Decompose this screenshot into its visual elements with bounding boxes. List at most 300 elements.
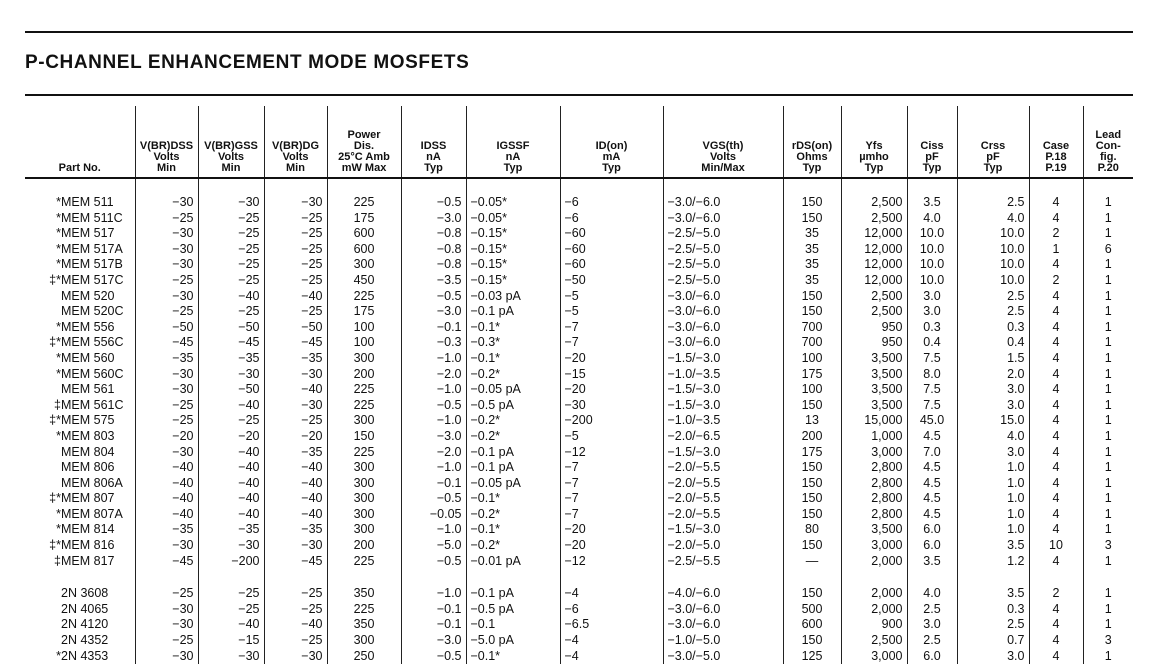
power-dissipation-cell: 300 (327, 257, 401, 273)
c-iss-cell: 3.5 (907, 554, 957, 570)
power-dissipation-cell: 225 (327, 178, 401, 211)
r-ds-on-cell: 600 (783, 617, 841, 633)
part-number: 2N 4352 (61, 633, 109, 648)
y-fs-cell: 12,000 (841, 226, 907, 242)
table-row (25, 617, 1133, 633)
v-br-dg-cell: −30 (264, 398, 327, 414)
table-row (25, 320, 1133, 336)
y-fs-cell: 3,000 (841, 538, 907, 554)
case-cell: 4 (1029, 398, 1083, 414)
v-br-dg-cell: −40 (264, 617, 327, 633)
c-iss-cell: 7.0 (907, 445, 957, 461)
power-dissipation-cell: 100 (327, 320, 401, 336)
mosfet-spec-table (25, 106, 1133, 664)
v-br-dg-cell: −25 (264, 304, 327, 320)
c-iss-cell: 2.5 (907, 602, 957, 618)
v-br-gss-cell: −45 (198, 335, 264, 351)
i-gssf-cell: −0.2* (466, 413, 560, 429)
v-br-dg-cell: −35 (264, 351, 327, 367)
part-number-cell (25, 569, 135, 602)
power-dissipation-cell: 175 (327, 304, 401, 320)
column-header-i-d-on: ID(on) mA Typ (560, 106, 663, 178)
i-dss-cell: −1.0 (401, 569, 466, 602)
i-gssf-cell: −0.5 pA (466, 602, 560, 618)
v-br-dss-cell: −50 (135, 320, 198, 336)
r-ds-on-cell: 175 (783, 445, 841, 461)
column-header-v-br-dss: V(BR)DSS Volts Min (135, 106, 198, 178)
footnote-mark: * (56, 210, 61, 225)
v-br-dg-cell: −50 (264, 320, 327, 336)
i-dss-cell: −1.0 (401, 382, 466, 398)
i-gssf-cell: −0.1* (466, 351, 560, 367)
table-row (25, 460, 1133, 476)
c-rss-cell: 2.5 (957, 304, 1029, 320)
table-row (25, 178, 1133, 211)
column-header-power-dissipation: Power Dis. 25°C Amb mW Max (327, 106, 401, 178)
table-row (25, 211, 1133, 227)
column-header-y-fs: Yfs µmho Typ (841, 106, 907, 178)
y-fs-cell: 950 (841, 320, 907, 336)
v-br-gss-cell: −200 (198, 554, 264, 570)
lead-config-cell: 1 (1083, 554, 1133, 570)
v-br-gss-cell: −25 (198, 569, 264, 602)
r-ds-on-cell: 150 (783, 633, 841, 649)
table-row (25, 367, 1133, 383)
top-rule (25, 31, 1133, 33)
column-header-i-dss: IDSS nA Typ (401, 106, 466, 178)
c-iss-cell: 7.5 (907, 398, 957, 414)
case-cell: 2 (1029, 569, 1083, 602)
c-iss-cell: 45.0 (907, 413, 957, 429)
i-dss-cell: −0.5 (401, 554, 466, 570)
i-dss-cell: −3.0 (401, 211, 466, 227)
i-gssf-cell: −0.5 pA (466, 398, 560, 414)
c-iss-cell: 3.5 (907, 178, 957, 211)
i-dss-cell: −1.0 (401, 351, 466, 367)
v-br-dss-cell: −40 (135, 507, 198, 523)
table-row (25, 257, 1133, 273)
i-d-on-cell: −7 (560, 335, 663, 351)
v-br-gss-cell: −40 (198, 289, 264, 305)
r-ds-on-cell: 150 (783, 460, 841, 476)
c-rss-cell: 3.5 (957, 569, 1029, 602)
c-rss-cell: 10.0 (957, 226, 1029, 242)
table-row (25, 273, 1133, 289)
v-br-dss-cell: −45 (135, 554, 198, 570)
lead-config-cell: 1 (1083, 178, 1133, 211)
i-gssf-cell: −0.1 pA (466, 569, 560, 602)
c-rss-cell: 10.0 (957, 273, 1029, 289)
v-br-gss-cell: −30 (198, 178, 264, 211)
lead-config-cell: 1 (1083, 569, 1133, 602)
y-fs-cell: 2,500 (841, 211, 907, 227)
v-br-dss-cell: −35 (135, 351, 198, 367)
i-d-on-cell: −6.5 (560, 617, 663, 633)
c-iss-cell: 10.0 (907, 242, 957, 258)
v-br-dss-cell: −30 (135, 242, 198, 258)
v-br-dss-cell: −25 (135, 304, 198, 320)
r-ds-on-cell: 80 (783, 522, 841, 538)
y-fs-cell: 2,500 (841, 289, 907, 305)
c-rss-cell: 2.5 (957, 617, 1029, 633)
i-d-on-cell: −20 (560, 351, 663, 367)
v-br-dg-cell: −25 (264, 633, 327, 649)
c-rss-cell: 3.5 (957, 538, 1029, 554)
lead-config-cell: 3 (1083, 538, 1133, 554)
v-gs-th-cell: −2.5/−5.0 (663, 257, 783, 273)
v-br-gss-cell: −30 (198, 538, 264, 554)
part-number: MEM 804 (61, 444, 115, 459)
part-number: MEM 511C (61, 210, 123, 225)
v-br-gss-cell: −40 (198, 476, 264, 492)
part-number-cell (25, 289, 135, 305)
part-number: MEM 817 (61, 553, 115, 568)
r-ds-on-cell: 100 (783, 382, 841, 398)
v-br-dg-cell: −25 (264, 257, 327, 273)
i-gssf-cell: −0.15* (466, 257, 560, 273)
part-number-cell (25, 382, 135, 398)
r-ds-on-cell: — (783, 554, 841, 570)
i-d-on-cell: −7 (560, 320, 663, 336)
y-fs-cell: 2,500 (841, 178, 907, 211)
footnote-mark: * (56, 226, 61, 241)
c-iss-cell: 2.5 (907, 633, 957, 649)
v-br-dss-cell: −30 (135, 226, 198, 242)
i-d-on-cell: −20 (560, 538, 663, 554)
c-rss-cell: 1.2 (957, 554, 1029, 570)
y-fs-cell: 900 (841, 617, 907, 633)
case-cell: 4 (1029, 507, 1083, 523)
i-dss-cell: −0.5 (401, 491, 466, 507)
footnote-mark: * (56, 257, 61, 272)
v-br-gss-cell: −25 (198, 257, 264, 273)
y-fs-cell: 2,800 (841, 460, 907, 476)
lead-config-cell: 6 (1083, 242, 1133, 258)
table-row (25, 335, 1133, 351)
part-number: MEM 807A (61, 506, 123, 521)
r-ds-on-cell: 35 (783, 257, 841, 273)
c-rss-cell: 1.5 (957, 351, 1029, 367)
case-cell: 2 (1029, 226, 1083, 242)
part-number-cell (25, 429, 135, 445)
part-number-cell (25, 335, 135, 351)
v-br-dss-cell: −30 (135, 445, 198, 461)
v-gs-th-cell: −2.5/−5.5 (663, 554, 783, 570)
i-d-on-cell: −60 (560, 242, 663, 258)
v-gs-th-cell: −4.0/−6.0 (663, 569, 783, 602)
part-number-cell (25, 242, 135, 258)
v-br-dg-cell: −40 (264, 476, 327, 492)
part-number-cell (25, 633, 135, 649)
power-dissipation-cell: 250 (327, 649, 401, 664)
y-fs-cell: 2,800 (841, 507, 907, 523)
v-br-gss-cell: −40 (198, 617, 264, 633)
i-gssf-cell: −0.2* (466, 538, 560, 554)
v-gs-th-cell: −1.5/−3.0 (663, 445, 783, 461)
r-ds-on-cell: 150 (783, 538, 841, 554)
v-br-dg-cell: −25 (264, 569, 327, 602)
table-row (25, 649, 1133, 664)
i-dss-cell: −1.0 (401, 460, 466, 476)
part-number: MEM 561C (61, 397, 124, 412)
v-br-dg-cell: −35 (264, 522, 327, 538)
c-rss-cell: 1.0 (957, 476, 1029, 492)
i-d-on-cell: −6 (560, 602, 663, 618)
i-gssf-cell: −0.05 pA (466, 476, 560, 492)
v-gs-th-cell: −3.0/−6.0 (663, 178, 783, 211)
v-br-dss-cell: −30 (135, 367, 198, 383)
c-iss-cell: 7.5 (907, 382, 957, 398)
i-dss-cell: −3.0 (401, 304, 466, 320)
part-number: MEM 575 (61, 413, 115, 428)
case-cell: 4 (1029, 335, 1083, 351)
v-gs-th-cell: −1.5/−3.0 (663, 398, 783, 414)
column-header-v-br-dg: V(BR)DG Volts Min (264, 106, 327, 178)
i-dss-cell: −0.1 (401, 602, 466, 618)
table-row (25, 476, 1133, 492)
part-number: MEM 814 (61, 522, 115, 537)
footnote-mark: ‡* (49, 413, 61, 428)
c-iss-cell: 4.5 (907, 429, 957, 445)
i-dss-cell: −0.8 (401, 257, 466, 273)
lead-config-cell: 1 (1083, 289, 1133, 305)
v-br-dss-cell: −35 (135, 522, 198, 538)
lead-config-cell: 1 (1083, 367, 1133, 383)
i-d-on-cell: −15 (560, 367, 663, 383)
i-gssf-cell: −0.1 pA (466, 304, 560, 320)
v-br-dss-cell: −25 (135, 569, 198, 602)
footnote-mark: * (56, 648, 61, 663)
y-fs-cell: 3,500 (841, 351, 907, 367)
i-d-on-cell: −12 (560, 554, 663, 570)
y-fs-cell: 3,500 (841, 382, 907, 398)
case-cell: 4 (1029, 491, 1083, 507)
i-d-on-cell: −6 (560, 178, 663, 211)
column-header-v-br-gss: V(BR)GSS Volts Min (198, 106, 264, 178)
power-dissipation-cell: 300 (327, 633, 401, 649)
r-ds-on-cell: 150 (783, 491, 841, 507)
table-row (25, 398, 1133, 414)
i-d-on-cell: −7 (560, 491, 663, 507)
footnote-mark: * (56, 195, 61, 209)
lead-config-cell: 1 (1083, 507, 1133, 523)
v-br-dg-cell: −45 (264, 554, 327, 570)
v-br-dss-cell: −30 (135, 289, 198, 305)
case-cell: 4 (1029, 367, 1083, 383)
part-number: MEM 561 (61, 382, 115, 397)
table-row (25, 445, 1133, 461)
i-d-on-cell: −4 (560, 569, 663, 602)
y-fs-cell: 2,000 (841, 554, 907, 570)
footnote-mark: * (56, 319, 61, 334)
part-number: MEM 560C (61, 366, 124, 381)
v-br-gss-cell: −35 (198, 522, 264, 538)
c-iss-cell: 0.4 (907, 335, 957, 351)
footnote-mark: * (56, 241, 61, 256)
part-number-cell (25, 398, 135, 414)
v-gs-th-cell: −2.5/−5.0 (663, 273, 783, 289)
lead-config-cell: 1 (1083, 476, 1133, 492)
power-dissipation-cell: 225 (327, 382, 401, 398)
v-gs-th-cell: −1.0/−5.0 (663, 633, 783, 649)
c-iss-cell: 7.5 (907, 351, 957, 367)
c-iss-cell: 4.0 (907, 569, 957, 602)
power-dissipation-cell: 300 (327, 522, 401, 538)
c-iss-cell: 6.0 (907, 522, 957, 538)
i-d-on-cell: −4 (560, 633, 663, 649)
i-gssf-cell: −0.15* (466, 273, 560, 289)
lead-config-cell: 1 (1083, 522, 1133, 538)
i-dss-cell: −1.0 (401, 522, 466, 538)
part-number: MEM 517C (61, 272, 124, 287)
power-dissipation-cell: 300 (327, 507, 401, 523)
i-dss-cell: −0.5 (401, 398, 466, 414)
i-dss-cell: −0.1 (401, 476, 466, 492)
power-dissipation-cell: 100 (327, 335, 401, 351)
part-number-cell (25, 351, 135, 367)
footnote-mark: * (56, 350, 61, 365)
c-iss-cell: 6.0 (907, 538, 957, 554)
lead-config-cell: 3 (1083, 633, 1133, 649)
i-dss-cell: −0.8 (401, 226, 466, 242)
part-number: MEM 806 (61, 460, 115, 475)
part-number: MEM 517 (61, 226, 115, 241)
r-ds-on-cell: 35 (783, 226, 841, 242)
v-br-dg-cell: −40 (264, 289, 327, 305)
r-ds-on-cell: 150 (783, 507, 841, 523)
c-rss-cell: 3.0 (957, 398, 1029, 414)
v-gs-th-cell: −1.5/−3.0 (663, 522, 783, 538)
y-fs-cell: 15,000 (841, 413, 907, 429)
y-fs-cell: 3,500 (841, 522, 907, 538)
lead-config-cell: 1 (1083, 257, 1133, 273)
v-br-dss-cell: −30 (135, 602, 198, 618)
table-row (25, 242, 1133, 258)
power-dissipation-cell: 225 (327, 289, 401, 305)
v-br-dg-cell: −20 (264, 429, 327, 445)
lead-config-cell: 1 (1083, 602, 1133, 618)
footnote-mark: ‡* (49, 335, 61, 350)
v-br-dg-cell: −40 (264, 460, 327, 476)
c-rss-cell: 0.7 (957, 633, 1029, 649)
v-br-dss-cell: −40 (135, 491, 198, 507)
part-number-cell (25, 522, 135, 538)
v-br-dg-cell: −30 (264, 367, 327, 383)
c-rss-cell: 4.0 (957, 429, 1029, 445)
case-cell: 4 (1029, 476, 1083, 492)
v-gs-th-cell: −1.5/−3.0 (663, 382, 783, 398)
table-row (25, 554, 1133, 570)
power-dissipation-cell: 175 (327, 211, 401, 227)
part-number: MEM 560 (61, 350, 115, 365)
v-br-gss-cell: −30 (198, 649, 264, 664)
part-number-cell (25, 273, 135, 289)
footnote-mark: ‡* (49, 538, 61, 553)
part-number: 2N 3608 (61, 586, 109, 601)
c-rss-cell: 10.0 (957, 242, 1029, 258)
table-row (25, 429, 1133, 445)
c-rss-cell: 10.0 (957, 257, 1029, 273)
header-row (25, 106, 1133, 178)
i-d-on-cell: −5 (560, 289, 663, 305)
case-cell: 4 (1029, 289, 1083, 305)
v-br-gss-cell: −25 (198, 413, 264, 429)
i-dss-cell: −3.0 (401, 429, 466, 445)
part-number: MEM 517A (61, 241, 123, 256)
r-ds-on-cell: 150 (783, 178, 841, 211)
c-iss-cell: 10.0 (907, 226, 957, 242)
power-dissipation-cell: 300 (327, 460, 401, 476)
v-br-dg-cell: −30 (264, 178, 327, 211)
i-gssf-cell: −0.15* (466, 226, 560, 242)
i-dss-cell: −2.0 (401, 445, 466, 461)
lead-config-cell: 1 (1083, 429, 1133, 445)
c-iss-cell: 3.0 (907, 289, 957, 305)
power-dissipation-cell: 350 (327, 617, 401, 633)
footnote-mark: ‡* (49, 272, 61, 287)
power-dissipation-cell: 300 (327, 491, 401, 507)
i-gssf-cell: −0.1 pA (466, 460, 560, 476)
c-rss-cell: 1.0 (957, 460, 1029, 476)
r-ds-on-cell: 13 (783, 413, 841, 429)
lead-config-cell: 1 (1083, 445, 1133, 461)
table-row (25, 382, 1133, 398)
r-ds-on-cell: 175 (783, 367, 841, 383)
y-fs-cell: 3,000 (841, 445, 907, 461)
c-iss-cell: 0.3 (907, 320, 957, 336)
i-gssf-cell: −0.2* (466, 507, 560, 523)
r-ds-on-cell: 700 (783, 320, 841, 336)
v-br-dss-cell: −20 (135, 429, 198, 445)
c-iss-cell: 10.0 (907, 273, 957, 289)
lead-config-cell: 1 (1083, 351, 1133, 367)
v-gs-th-cell: −3.0/−6.0 (663, 335, 783, 351)
footnote-mark: ‡* (49, 491, 61, 506)
lead-config-cell: 1 (1083, 304, 1133, 320)
y-fs-cell: 3,000 (841, 649, 907, 664)
power-dissipation-cell: 300 (327, 413, 401, 429)
i-dss-cell: −1.0 (401, 413, 466, 429)
i-dss-cell: −3.0 (401, 633, 466, 649)
lead-config-cell: 1 (1083, 211, 1133, 227)
i-gssf-cell: −0.15* (466, 242, 560, 258)
title-rule (25, 94, 1133, 96)
case-cell: 4 (1029, 649, 1083, 664)
part-number-cell (25, 367, 135, 383)
lead-config-cell: 1 (1083, 382, 1133, 398)
part-number: 2N 4353 (61, 648, 109, 663)
case-cell: 10 (1029, 538, 1083, 554)
table-body (25, 178, 1133, 664)
table-row (25, 633, 1133, 649)
c-iss-cell: 4.5 (907, 460, 957, 476)
part-number-cell (25, 445, 135, 461)
r-ds-on-cell: 35 (783, 242, 841, 258)
v-br-dss-cell: −30 (135, 178, 198, 211)
i-d-on-cell: −200 (560, 413, 663, 429)
case-cell: 2 (1029, 273, 1083, 289)
y-fs-cell: 3,500 (841, 367, 907, 383)
column-header-i-gssf: IGSSF nA Typ (466, 106, 560, 178)
i-dss-cell: −0.05 (401, 507, 466, 523)
power-dissipation-cell: 150 (327, 429, 401, 445)
i-gssf-cell: −5.0 pA (466, 633, 560, 649)
v-br-dss-cell: −25 (135, 273, 198, 289)
c-rss-cell: 3.0 (957, 649, 1029, 664)
lead-config-cell: 1 (1083, 273, 1133, 289)
power-dissipation-cell: 200 (327, 538, 401, 554)
i-gssf-cell: −0.1* (466, 649, 560, 664)
